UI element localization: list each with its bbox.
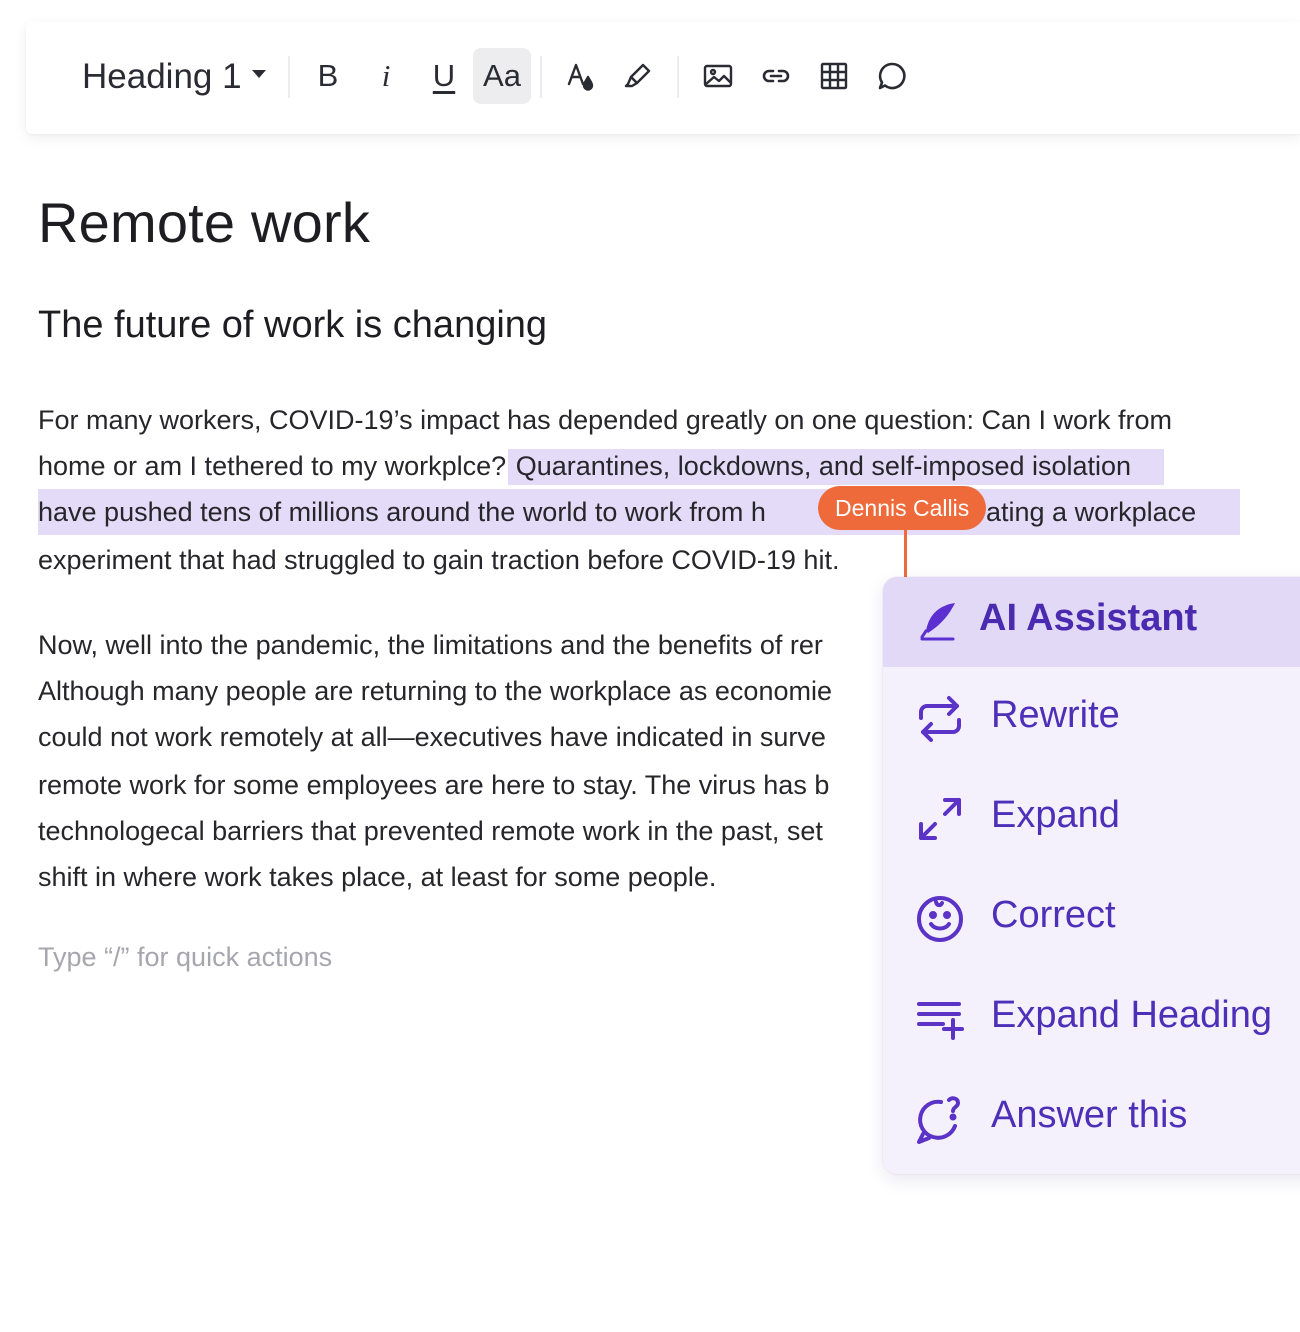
text-case-button[interactable]: [473, 48, 531, 104]
paragraph-line: could not work remotely at all—executives have indicated in surve: [38, 722, 826, 752]
add-comment-button[interactable]: [863, 48, 921, 104]
block-type-dropdown[interactable]: [82, 52, 266, 102]
quill-icon: [917, 599, 961, 643]
ai-assistant-title: AI Assistant: [979, 597, 1198, 639]
collaborator-cursor: [904, 522, 907, 578]
ai-assistant-header[interactable]: [883, 577, 1300, 667]
ai-menu-item-label: Expand Heading: [991, 994, 1272, 1036]
ai-menu-item-rewrite[interactable]: [883, 674, 1300, 764]
bold-icon: B: [317, 58, 339, 93]
highlighter-icon: [622, 60, 654, 92]
paragraph-line: Now, well into the pandemic, the limitations and the benefits of rer: [38, 630, 823, 660]
correct-icon: [915, 894, 965, 944]
answer-icon: [915, 1094, 965, 1144]
ai-menu-item-correct[interactable]: [883, 874, 1300, 964]
link-icon: [760, 60, 792, 92]
italic-icon: i: [381, 58, 391, 93]
toolbar-divider: [288, 56, 290, 98]
ai-menu-item-answer-this[interactable]: [883, 1074, 1300, 1164]
insert-link-button[interactable]: [747, 48, 805, 104]
bold-button[interactable]: [299, 48, 357, 104]
ai-menu-item-label: Rewrite: [991, 694, 1120, 736]
rewrite-icon: [915, 694, 965, 744]
toolbar-divider: [540, 56, 542, 98]
italic-button[interactable]: [357, 48, 415, 104]
text-color-button[interactable]: [551, 48, 609, 104]
ai-menu-item-expand-heading[interactable]: [883, 974, 1300, 1064]
comment-icon: [876, 60, 908, 92]
underline-button[interactable]: [415, 48, 473, 104]
selected-text: Quarantines, lockdowns, and self-imposed isolation: [508, 449, 1164, 485]
selected-text: have pushed tens of millions around the world to work from h: [38, 497, 766, 527]
paragraph-line: shift in where work takes place, at least for some people.: [38, 862, 717, 892]
image-icon: [702, 60, 734, 92]
paragraph-line: experiment that had struggled to gain traction before COVID-19 hit.: [38, 545, 840, 575]
document-subtitle[interactable]: The future of work is changing: [38, 304, 548, 346]
ai-menu-item-expand[interactable]: [883, 774, 1300, 864]
expand-heading-icon: [915, 994, 965, 1044]
editor-toolbar: [26, 22, 1300, 134]
selected-text: ating a workplace: [986, 497, 1197, 527]
block-type-label: Heading 1: [82, 57, 242, 96]
highlight-button[interactable]: [609, 48, 667, 104]
text-color-icon: [564, 60, 596, 92]
selected-line: [38, 489, 1240, 535]
document-title[interactable]: Remote work: [38, 191, 371, 254]
plain-text: home or am I tethered to my workplce?: [38, 451, 507, 481]
paragraph-line: [38, 443, 1164, 489]
ai-menu-item-label: Answer this: [991, 1094, 1188, 1136]
paragraph-line: For many workers, COVID-19’s impact has depended greatly on one question: Can I work from: [38, 405, 1173, 435]
paragraph-line: technologecal barriers that prevented remote work in the past, set: [38, 816, 823, 846]
toolbar-divider: [677, 56, 679, 98]
table-icon: [818, 60, 850, 92]
chevron-down-icon: [252, 70, 266, 78]
paragraph-2[interactable]: [38, 622, 883, 898]
insert-image-button[interactable]: [689, 48, 747, 104]
underline-icon: U: [432, 58, 456, 93]
insert-table-button[interactable]: [805, 48, 863, 104]
expand-icon: [915, 794, 965, 844]
text-case-icon: Aa: [483, 58, 521, 93]
ai-menu-item-label: Correct: [991, 894, 1116, 936]
empty-block-placeholder[interactable]: Type “/” for quick actions: [38, 942, 333, 972]
ai-menu-item-label: Expand: [991, 794, 1120, 836]
ai-assistant-menu: [883, 577, 1300, 1174]
paragraph-line: Although many people are returning to the workplace as economie: [38, 676, 832, 706]
paragraph-line: remote work for some employees are here to stay. The virus has b: [38, 770, 830, 800]
collaborator-name-tag: Dennis Callis: [818, 486, 986, 530]
